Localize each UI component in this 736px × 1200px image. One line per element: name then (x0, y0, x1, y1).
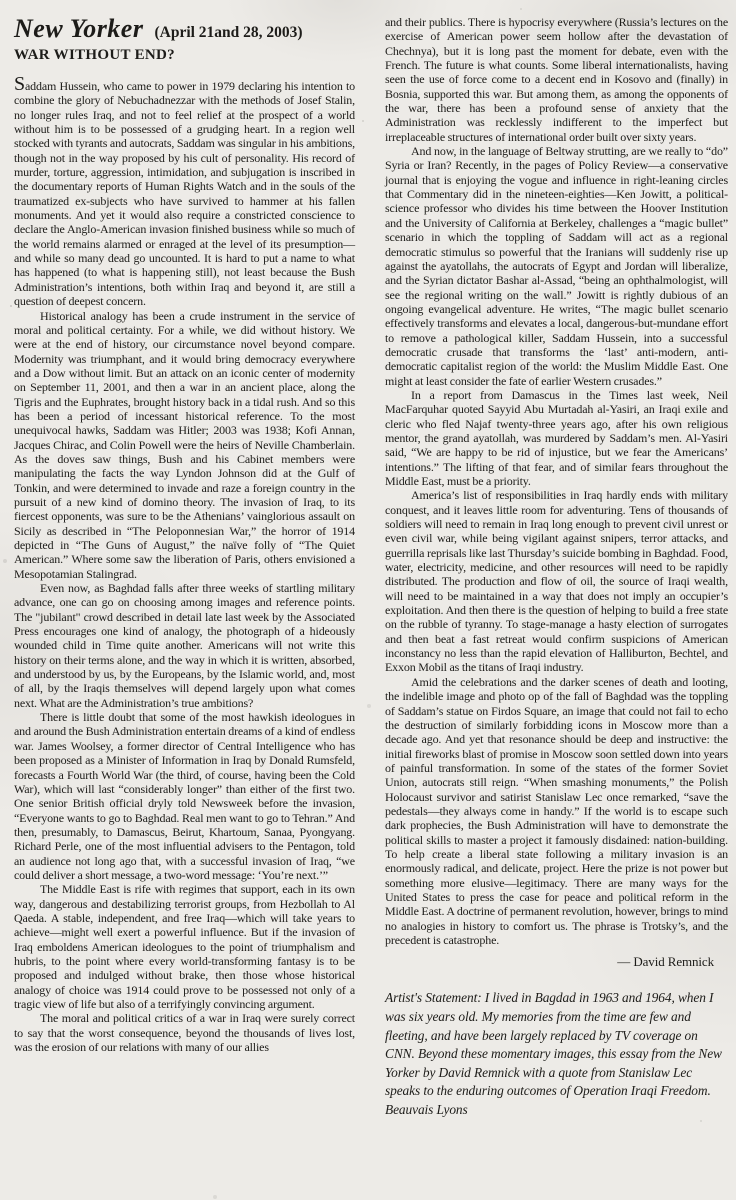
publication-title: New Yorker (14, 14, 144, 43)
article-paragraph: And now, in the language of Beltway strutting, are we really to “do” Syria or Iran? Recently, in the pages of Policy Review—a conservative journal that is enjoying the vogue and influence in right-leaning circles that Commentary did in the nineteen-eighties—Ken Jowitt, a political-science professor who divides his time between the Hoover Institution and the University of California at Berkeley, challenges a “magic bullet” scenario in which the toppling of Saddam will act as a regional democratic stimulus so powerful that the Iranians will suddenly rise up against the ayatollahs, the autocrats of Egypt and Jordan will liberalize, and the Syrian dictator Bashar al-Assad, “being an ophthalmologist, will see the regional writing on the wall.” Jowitt is rightly dubious of an ongoing evangelical adventure. He writes, “The magic bullet scenario effectively transforms and elevates a local, dangerous-but-mundane effort to remove a pathological killer, Saddam Hussein, into a successful democratic crusade that transforms the ‘last’ anti-modern, anti-democratic capitalist region of the world: the Muslim Middle East. One might at least consider the fate of earlier Western crusades.” (385, 144, 728, 388)
article-paragraph: Even now, as Baghdad falls after three weeks of startling military advance, one can go on choosing among images and reference points. The "jubilant" crowd described in detail late last week by the Associated Press encourages one kind of analogy, the photograph of a hideously wounded child in Time quite another. Americans will not write this history on their terms alone, and the way in which it is written, absorbed, and understood by us, by the Europeans, by the Islamic world, and, most of all, by the Iraqis themselves will depend largely upon what comes next. What are the Administration’s true ambitions? (14, 581, 355, 710)
author-byline: — David Remnick (617, 954, 714, 970)
issue-date: (April 21and 28, 2003) (154, 24, 303, 41)
article-paragraph: There is little doubt that some of the most hawkish ideologues in and around the Bush Administration entertain dreams of a kind of endless war. James Woolsey, a former director of Central Intelligence who has been proposed as a Minister of Information in Iraq by Donald Rumsfeld, forecasts a Fourth World War (the third, of course, having been the Cold War), which will last “considerably longer” than either of the first two. One senior British official dryly told Newsweek before the invasion, “Everyone wants to go to Baghdad. Real men want to go to Tehran.” And then, presumably, to Damascus, Beirut, Khartoum, Sanaa, Pyongyang. Richard Perle, one of the most influential advisers to the Pentagon, told an audience not long ago that, with a successful invasion of Iraq, “we could deliver a short message, a two-word message: ‘You’re next.’” (14, 710, 355, 882)
left-column (14, 14, 355, 1200)
opening-paragraph: Saddam Hussein, who came to power in 1979 declaring his intention to combine the glory of Nebuchadnezzar with the methods of Josef Stalin, no longer rules Iraq, and not to feel relief at the prospect of a world without him is to be possessed of a grudging heart. In a region well stocked with tyrants and autocrats, Saddam was singular in his ambitions, though not in the way proposed by his cult of personality. His record of murder, torture, aggression, intimidation, and subjugation is inscribed in the documentary reports of Human Rights Watch and in the souls of the traumatized ex-subjects who have survived to hammer at his fallen monuments. And yet it would also require a constricted conscience to declare the Anglo-American invasion finished business while so much of the world remains alarmed or enraged at the level of its presumption—and while so many dead go uncounted. It is hard to put a name to what has happened (to what is happening still), not least because the Bush Administration’s intentions, both within Iraq and beyond it, are still a question of deepest concern. (14, 73, 355, 309)
article-paragraph: Amid the celebrations and the darker scenes of death and looting, the indelible image and photo op of the fall of Baghdad was the toppling of Saddam’s statue on Firdos Square, an image that could not fail to echo the destruction of similarly forbidding icons in Moscow more than a decade ago. And yet that resonance should be deep and instructive: the initial fireworks blast of promise in Moscow soon settled down into years of painful transformation. In some of the states of the former Soviet Union, autocrats still reign. “When smashing monuments,” the Polish Holocaust survivor and satirist Stanislaw Lec once remarked, “save the pedestals—they always come in handy.” If the world is to escape such dark prophecies, the Bush Administration will have to demonstrate the political skills to master a project it famously disdained: nation-building. To help create a liberal state following a military invasion is an enormously radical, and delicate, project. Here the prize is not power but something more elusive—legitimacy. There are many ways for the United States to press the case for peace and political reform in the Middle East. A doctrine of permanent revolution, however, brings to mind no analogies in history to comfort us. The phrase is Trotsky’s, and the precedent is catastrophe. (385, 674, 728, 947)
continuation-paragraph: and their publics. There is hypocrisy everywhere (Russia’s lectures on the exercise of American power seem hollow after the devastation of Chechnya), but it is long past the moment for debate, even with the French. The future is what counts. Some liberal internationalists, having seen the use of force come to a decent end in Kosovo and (finally) in Bosnia, supported this war. But among them, as among the opponents of the war, there has been a profound sense of anxiety that the Administration was recklessly indifferent to the imperfect but irreplaceable structures of international order built over sixty years. (385, 15, 728, 144)
article-headline: WAR WITHOUT END? (14, 47, 175, 63)
article-paragraph: America’s list of responsibilities in Iraq hardly ends with military conquest, and it leaves little room for adventuring. Tens of thousands of soldiers will need to remain in Iraq long enough to prevent civil unrest or even civil war, while being vigilant against snipers, terror attacks, and guerrilla reprisals like last Thursday’s suicide bombing in Baghdad. Food, water, electricity, medicine, and other resources will need to be rapidly distributed. The production and flow of oil, the source of Iraqi wealth, will need to be maintained in a way that does not imply an occupier’s exploitation. And then there is the question of helping to build a free state on the rubble of tyranny. To stage-manage a hasty election of surrogates and then beat a fast retreat would confirm suspicions of American inconstancy no less than the rapid elevation of Halliburton, Bechtel, and Exxon Mobil as the titans of Iraqi industry. (385, 488, 728, 675)
masthead (14, 14, 355, 44)
article-paragraph: In a report from Damascus in the Times last week, Neil MacFarquhar quoted Sayyid Abu Murtadah al-Yasiri, an Iraqi exile and cleric who fled Najaf twenty-three years ago, after his own religious mentor, the grand ayatollah, was murdered by Saddam’s men. Al-Yasiri said, “We are happy to be rid of injustice, but we fear the Americans’ intentions.” The lifting of that fear, and of similar fears throughout the Middle East, must be a priority. (385, 387, 728, 488)
right-column (385, 14, 728, 1200)
article-paragraph: The moral and political critics of a war in Iraq were surely correct to say that the worst consequence, beyond the thousands of lives lost, was the erosion of our relations with many of our allies (14, 1011, 355, 1055)
article-paragraph: Historical analogy has been a crude instrument in the service of moral and political certainty. For a while, we did without history. We were at the end of history, our circumstance novel beyond compare. Modernity was triumphant, and it would bring democracy everywhere and a Dow without limit. But an attack on an iconic center of modernity on September 11, 2001, and then a war in an ancient place, along the Tigris and the Euphrates, brought history back in a tidal rush. And so this has been a period of incessant historical reference. To the most unequivocal hawks, Saddam was Hitler; 2003 was 1938; Kofi Annan, Jacques Chirac, and Colin Powell were the heirs of Neville Chamberlain. As the doves saw things, Bush and his Cabinet members were manipulating the facts the way Lyndon Johnson did at the Gulf of Tonkin, and were determined to invade and raze a foreign country in the pursuit of a new kind of domino theory. The invasion of Iraq, to its fiercest opponents, was sure to be the Athenians’ vainglorious assault on Sicily as described in “The Peloponnesian War,” the horror of 1914 depicted in “The Guns of August,” the naïve folly of “The Quiet American.” Where some saw the liberation of Paris, others envisioned a Mesopotamian Stalingrad. (14, 308, 355, 581)
artist-statement: Artist's Statement: I lived in Bagdad in 1963 and 1964, when I was six years old. My memories from the time are few and fleeting, and have been largely replaced by TV coverage on CNN. Beyond these momentary images, this essay from the New Yorker by David Remnick with a quote from Stanislaw Lec speaks to the enduring outcomes of Operation Iraqi Freedom. Beauvais Lyons (385, 990, 722, 1117)
article-paragraph: The Middle East is rife with regimes that support, each in its own way, dangerous and destabilizing terrorist groups, from Hezbollah to Al Qaeda. A stable, independent, and free Iraq—which will take years to achieve—might well exert a powerful influence. But if the invasion of Iraq emboldens American ideologues to the point of triumphalism and hubris, to the point where every world-transforming fantasy is to be proposed and indulged without brake, then those whose historical analogy of choice was 1914 could prove to be possessed not only of a tragic view of life but also of a terrifyingly convincing argument. (14, 882, 355, 1011)
